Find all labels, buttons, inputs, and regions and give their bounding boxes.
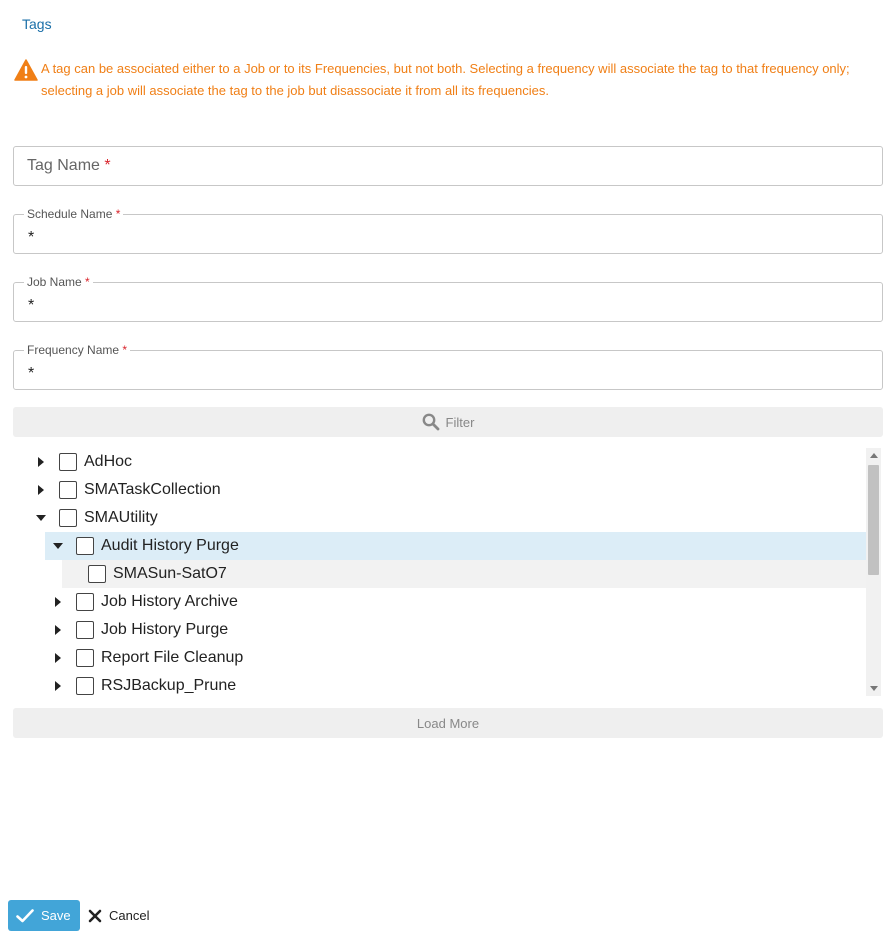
frequency-name-field[interactable] <box>13 343 883 390</box>
cancel-button[interactable] <box>88 900 149 931</box>
filter-label: Filter <box>445 414 475 430</box>
tree-item-label: Job History Purge <box>101 621 229 638</box>
tree-item-adhoc[interactable] <box>25 448 866 476</box>
tree-checkbox[interactable] <box>76 649 94 667</box>
schedule-name-value: * <box>28 229 35 246</box>
warning-message <box>14 58 874 102</box>
tree-item-smataskcollection[interactable] <box>25 476 866 504</box>
tree-item-rsjbackup-prune[interactable] <box>25 672 866 696</box>
tree-checkbox[interactable] <box>59 481 77 499</box>
tree-item-smautility[interactable] <box>25 504 866 532</box>
collapse-caret-icon[interactable] <box>48 532 68 560</box>
tree-checkbox[interactable] <box>76 677 94 695</box>
expand-caret-icon[interactable] <box>31 448 51 476</box>
schedule-name-label: Schedule Name * <box>24 207 123 221</box>
tree-item-job-history-purge[interactable] <box>25 616 866 644</box>
tag-name-input[interactable] <box>13 146 883 186</box>
collapse-caret-icon[interactable] <box>31 504 51 532</box>
tree-checkbox[interactable] <box>88 565 106 583</box>
tag-name-placeholder: Tag Name * <box>27 157 111 174</box>
tree-item-label: RSJBackup_Prune <box>101 677 237 694</box>
scrollbar-thumb[interactable] <box>868 465 879 575</box>
filter-button[interactable] <box>13 407 883 437</box>
scroll-up-arrow-icon[interactable] <box>870 453 878 458</box>
page-title: Tags <box>22 16 52 32</box>
load-more-button[interactable]: Load More <box>13 708 883 738</box>
warning-triangle-icon <box>14 59 38 81</box>
scroll-down-arrow-icon[interactable] <box>870 686 878 691</box>
tree-item-report-file-cleanup[interactable] <box>25 644 866 672</box>
tree-checkbox[interactable] <box>76 593 94 611</box>
search-icon <box>422 413 440 431</box>
tree-item-label: Job History Archive <box>101 593 238 610</box>
tree-item-smasun-sat07[interactable] <box>62 560 866 588</box>
tree-item-job-history-archive[interactable] <box>25 588 866 616</box>
expand-caret-icon[interactable] <box>48 644 68 672</box>
warning-text: A tag can be associated either to a Job or to its Frequencies, but not both. Selecting a frequency will associate the tag to that frequency only; selecting a job will associate the tag to the job but disassociate it from all its frequencies. <box>41 61 850 98</box>
tree-scrollbar[interactable] <box>866 448 881 696</box>
close-icon <box>88 909 102 923</box>
tree-item-audit-history-purge[interactable] <box>45 532 866 560</box>
tree-item-label: Audit History Purge <box>101 537 239 554</box>
tree-checkbox[interactable] <box>76 537 94 555</box>
expand-caret-icon[interactable] <box>48 588 68 616</box>
job-name-field[interactable] <box>13 275 883 322</box>
tree-item-label: SMATaskCollection <box>84 481 221 498</box>
save-button[interactable] <box>8 900 80 931</box>
schedule-name-field[interactable] <box>13 207 883 254</box>
job-tree-list <box>25 448 866 696</box>
tree-item-label: AdHoc <box>84 453 133 470</box>
expand-caret-icon[interactable] <box>48 672 68 696</box>
job-name-label: Job Name * <box>24 275 93 289</box>
tree-checkbox[interactable] <box>59 453 77 471</box>
cancel-button-label: Cancel <box>109 908 150 923</box>
expand-caret-icon[interactable] <box>31 476 51 504</box>
frequency-name-value: * <box>28 365 35 382</box>
tree-checkbox[interactable] <box>76 621 94 639</box>
tree-item-label: Report File Cleanup <box>101 649 244 666</box>
save-button-label: Save <box>41 908 71 923</box>
expand-caret-icon[interactable] <box>48 616 68 644</box>
frequency-name-label: Frequency Name * <box>24 343 130 357</box>
tree-item-label: SMAUtility <box>84 509 158 526</box>
tree-item-label: SMASun-SatO7 <box>113 565 227 582</box>
tree-checkbox[interactable] <box>59 509 77 527</box>
checkmark-icon <box>16 909 34 923</box>
job-tree <box>25 448 881 696</box>
job-name-value: * <box>28 297 35 314</box>
